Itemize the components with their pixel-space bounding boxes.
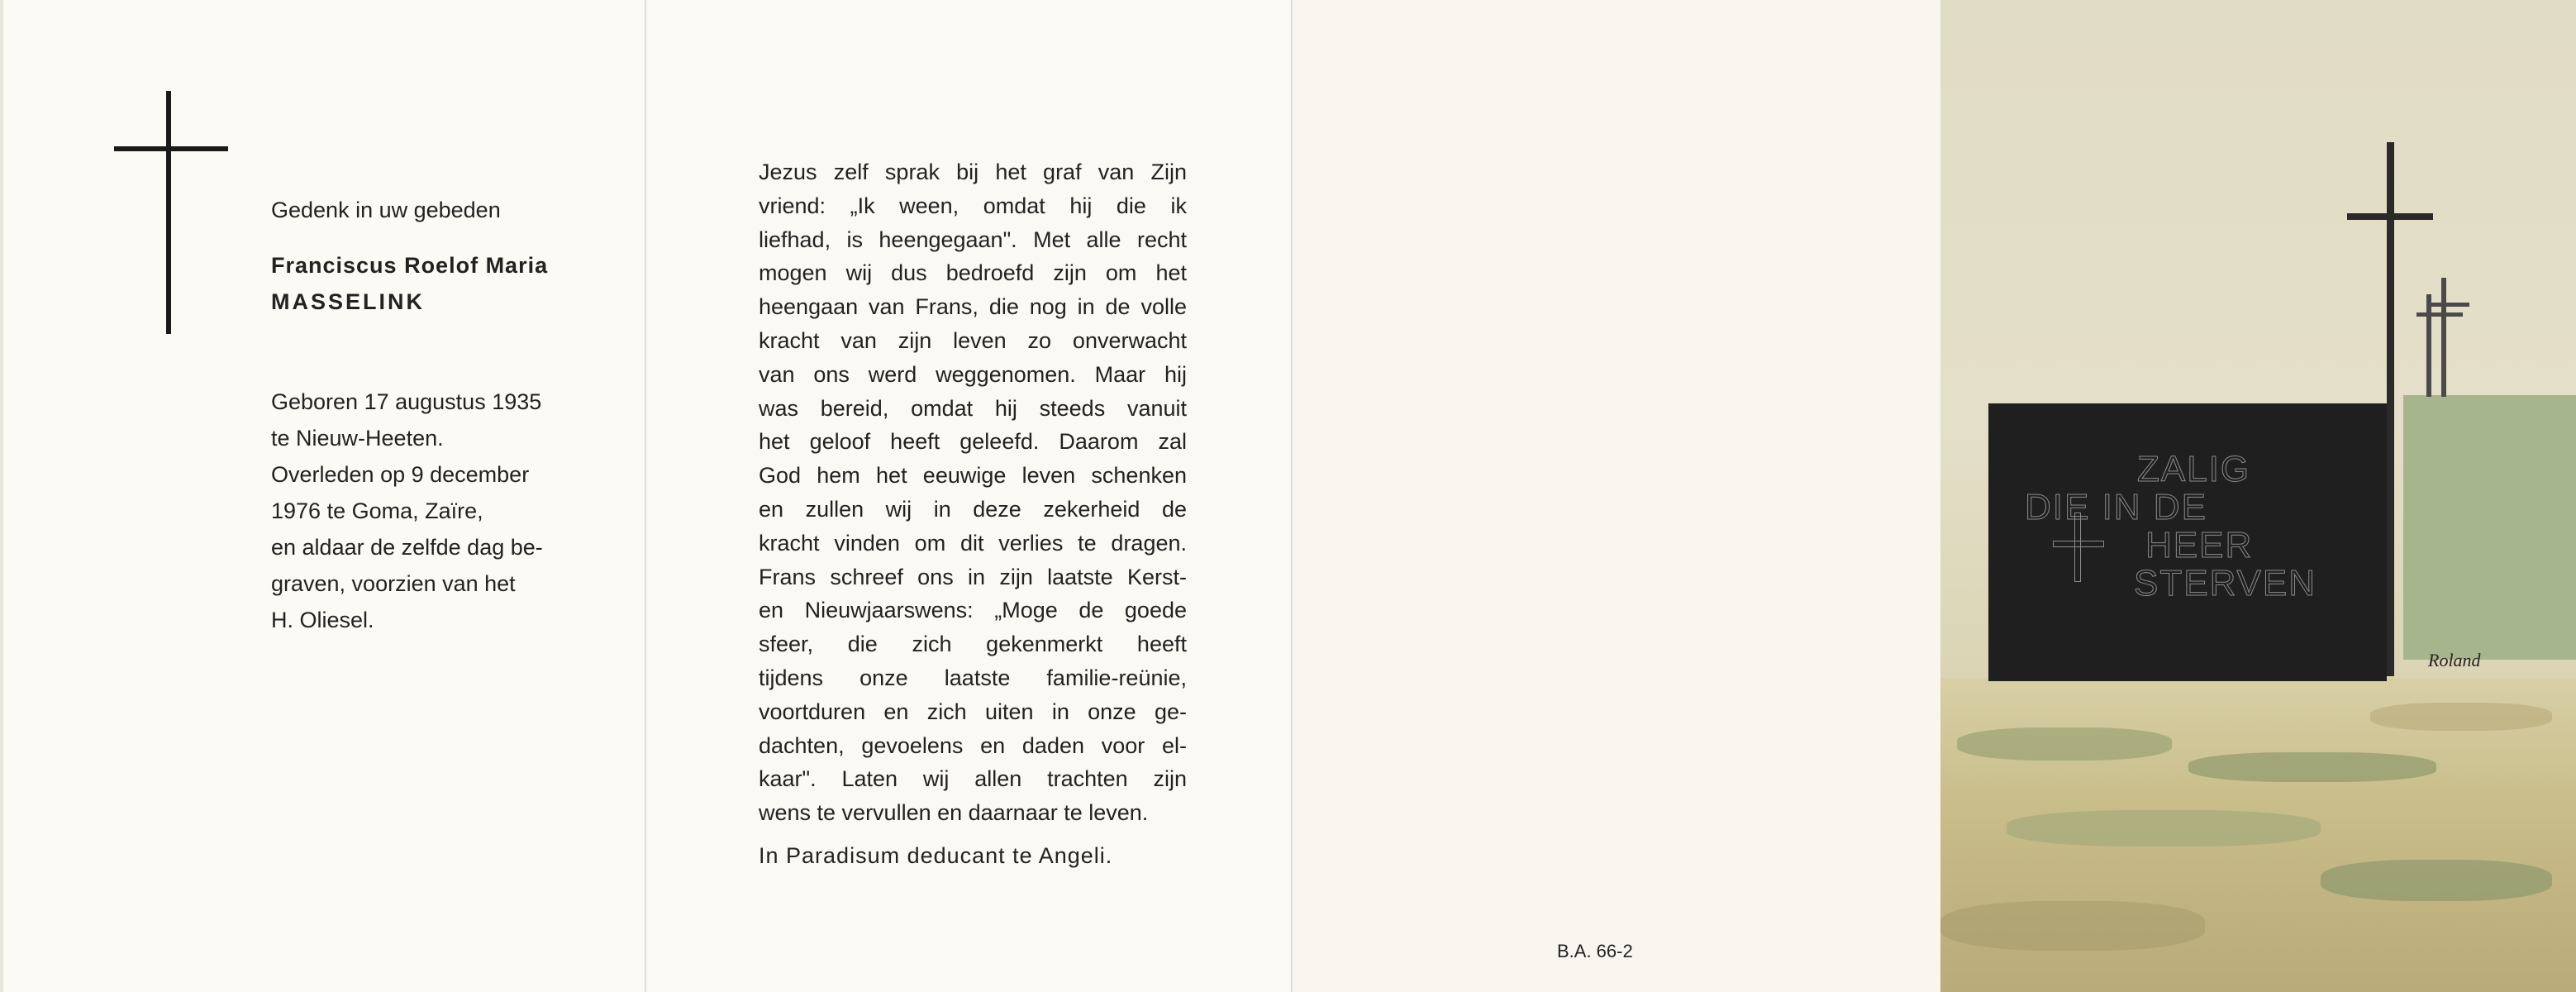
text-line: kaar". Laten wij allen trachten zijn [759, 766, 1187, 792]
bio-line: te Nieuw-Heeten. [271, 426, 444, 451]
small-cross-arm [2431, 303, 2469, 307]
grass-patch [2007, 810, 2321, 847]
back-panel [1293, 0, 1940, 992]
embossed-cross-arm [2053, 541, 2104, 547]
tall-cross-arm [2347, 213, 2433, 220]
text-line: kracht vinden om dit verlies te dragen. [759, 530, 1187, 556]
deceased-surname: MASSELINK [271, 289, 426, 314]
closing-line: In Paradisum deducant te Angeli. [759, 843, 1113, 868]
grass-patch [2321, 860, 2552, 901]
prayer-intro: Gedenk in uw gebeden [271, 198, 501, 222]
embossed-cross-icon [2074, 513, 2081, 582]
grass-patch [1957, 727, 2172, 761]
text-line: het geloof heeft geleefd. Daarom zal [759, 429, 1187, 455]
text-line: en Nieuwjaarswens: „Moge de goede [759, 598, 1187, 623]
tall-cross-icon [2387, 142, 2394, 676]
deceased-name: Franciscus Roelof Maria [271, 253, 549, 278]
cover-painting [1940, 0, 2576, 992]
text-line: voortduren en zich uiten in onze ge- [759, 699, 1187, 724]
text-line: God hem het eeuwige leven schenken [759, 463, 1187, 489]
bio-line: H. Oliesel. [271, 608, 374, 632]
dark-block [1988, 403, 2387, 681]
text-line: en zullen wij in deze zekerheid de [759, 496, 1187, 522]
bio-line: Geboren 17 augustus 1935 [271, 389, 542, 414]
text-line: heengaan van Frans, die nog in de volle [759, 294, 1187, 320]
small-cross-icon [2441, 278, 2446, 397]
text-line: Frans schreef ons in zijn laatste Kerst- [759, 564, 1187, 589]
text-line: Jezus zelf sprak bij het graf van Zijn [759, 160, 1187, 184]
text-line: mogen wij dus bedroefd zijn om het [759, 260, 1187, 286]
embossed-text: HEER [2145, 525, 2254, 565]
text-line: dachten, gevoelens en daden voor el- [759, 732, 1187, 758]
small-cross-arm [2416, 312, 2463, 317]
small-cross-icon [2426, 294, 2431, 397]
cross-icon-vertical [166, 91, 171, 334]
grass-patch [1940, 901, 2205, 951]
text-line: sfeer, die zich gekenmerkt heeft [759, 632, 1187, 657]
bio-line: en aldaar de zelfde dag be- [271, 535, 543, 560]
embossed-text: ZALIG [2137, 449, 2251, 489]
green-block [2403, 395, 2576, 660]
bio-line: graven, voorzien van het [271, 571, 516, 596]
text-line: wens te vervullen en daarnaar te leven. [759, 800, 1149, 826]
text-line: van ons werd weggenomen. Maar hij [759, 361, 1187, 387]
embossed-text: STERVEN [2134, 563, 2317, 603]
grass-patch [2188, 752, 2436, 782]
cross-icon-horizontal [114, 146, 228, 151]
memorial-text [759, 155, 1187, 830]
grass-patch [2370, 703, 2552, 731]
bio-line: 1976 te Goma, Zaïre, [271, 498, 483, 523]
print-code: B.A. 66-2 [1557, 941, 1633, 961]
bio-line: Overleden op 9 december [271, 462, 530, 487]
embossed-text: DIE IN DE [2025, 487, 2207, 527]
text-line: liefhad, is heengegaan". Met alle recht [759, 227, 1187, 252]
text-line: tijdens onze laatste familie-reünie, [759, 665, 1187, 690]
text-line: was bereid, omdat hij steeds vanuit [759, 395, 1187, 421]
text-line: vriend: „Ik ween, omdat hij die ik [759, 193, 1187, 218]
text-line: kracht van zijn leven zo onverwacht [759, 327, 1187, 353]
artist-signature: Roland [2428, 650, 2481, 670]
